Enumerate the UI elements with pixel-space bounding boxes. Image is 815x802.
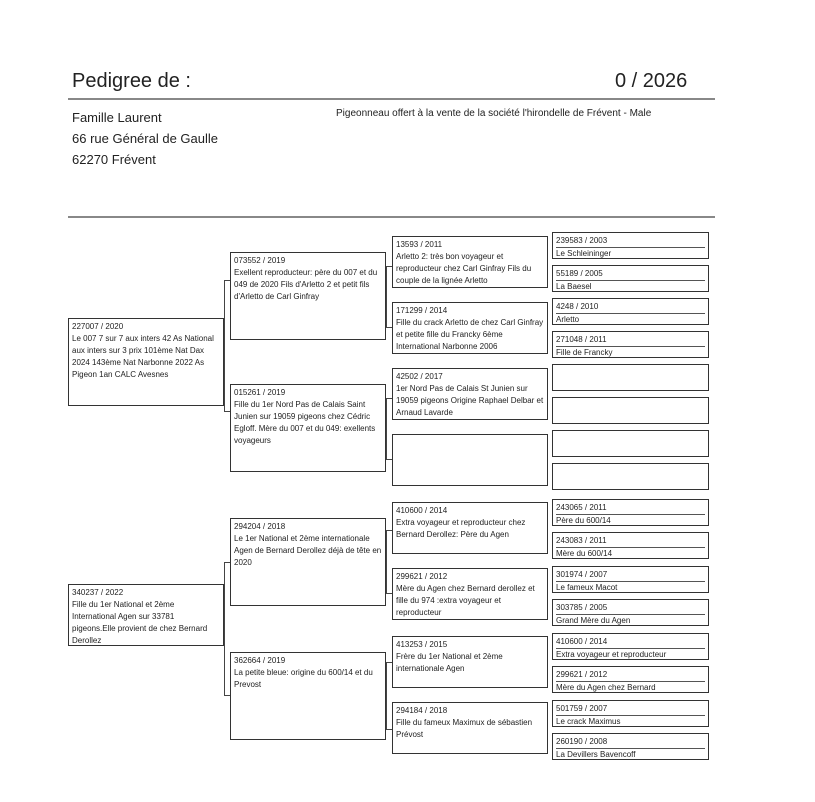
description: Mère du Agen chez Bernard derollez et fille du 974 :extra voyageur et reproducteur (396, 584, 535, 617)
pedigree-g4-3 (552, 298, 709, 325)
page-title: Pedigree de : (72, 70, 191, 92)
ring: 243083 / 2011 (556, 535, 705, 548)
pedigree-g4-8 (552, 463, 709, 490)
pedigree-g4-14 (552, 666, 709, 693)
sale-note: Pigeonneau offert à la vente de la société l'hirondelle de Frévent - Male (336, 108, 652, 119)
ring: 294204 / 2018 (234, 522, 286, 531)
description: Arletto (556, 315, 580, 324)
owner-address (72, 107, 218, 170)
ring: 243065 / 2011 (556, 502, 705, 515)
description: Mère du Agen chez Bernard (556, 683, 656, 692)
description: Fille du 1er Nord Pas de Calais Saint Junien sur 19059 pigeons chez Cédric Egloff. Mère du 007 et du 049: exellents voyageurs (234, 400, 376, 445)
description: Grand Mère du Agen (556, 616, 631, 625)
pedigree-g4-4 (552, 331, 709, 358)
description: Le 007 7 sur 7 aux inters 42 As National aux inters sur 3 prix 101ème Nat Dax 2024 143ème Nat Narbonne 2022 As Pigeon 1an CALC Avesnes (72, 334, 214, 379)
description: Père du 600/14 (556, 516, 611, 525)
pedigree-mmm (392, 702, 548, 754)
ring: 340237 / 2022 (72, 588, 124, 597)
pedigree-g4-10 (552, 532, 709, 559)
ring: 55189 / 2005 (556, 268, 705, 281)
ring: 299621 / 2012 (396, 572, 448, 581)
description: Arletto 2: très bon voyageur et reproducteur chez Carl Ginfray Fils du couple de la lignée Arletto (396, 252, 532, 285)
pedigree-mfm (392, 568, 548, 620)
ring: 260190 / 2008 (556, 736, 705, 749)
pedigree-fff (392, 236, 548, 288)
pedigree-g4-2 (552, 265, 709, 292)
ring: 13593 / 2011 (396, 240, 443, 249)
pedigree-g4-12 (552, 599, 709, 626)
ring: 413253 / 2015 (396, 640, 448, 649)
description: La petite bleue: origine du 600/14 et du Prevost (234, 668, 373, 689)
pedigree-fmf (392, 368, 548, 420)
description: Extra voyageur et reproducteur (556, 650, 667, 659)
ring: 410600 / 2014 (556, 636, 705, 649)
owner-name: Famille Laurent (72, 110, 162, 125)
pedigree-g4-11 (552, 566, 709, 593)
ring: 410600 / 2014 (396, 506, 448, 515)
description: Fille du crack Arletto de chez Carl Ginfray et petite fille du Francky 6ème International Narbonne 2006 (396, 318, 544, 351)
ring: 015261 / 2019 (234, 388, 286, 397)
description: Le Schleininger (556, 249, 612, 258)
owner-city: 62270 Frévent (72, 152, 156, 167)
pedigree-fmm (392, 434, 548, 486)
description: 1er Nord Pas de Calais St Junien sur 19059 pigeons Origine Raphael Delbar et Arnaud Lavarde (396, 384, 544, 417)
pedigree-g4-15 (552, 700, 709, 727)
description: Extra voyageur et reproducteur chez Bernard Derollez: Père du Agen (396, 518, 526, 539)
pedigree-father (68, 318, 224, 406)
ring: 073552 / 2019 (234, 256, 286, 265)
description: La Devillers Bavencoff (556, 750, 636, 759)
owner-street: 66 rue Général de Gaulle (72, 131, 218, 146)
description: Exellent reproducteur: père du 007 et du 049 de 2020 Fils d'Arletto 2 et petit fils d'Arletto de Carl Ginfray (234, 268, 378, 301)
pedigree-ffm (392, 302, 548, 354)
ring: 4248 / 2010 (556, 301, 705, 314)
pedigree-g4-6 (552, 397, 709, 424)
pedigree-g4-1 (552, 232, 709, 259)
ring: 294184 / 2018 (396, 706, 448, 715)
pedigree-mm (230, 652, 386, 740)
pedigree-g4-13 (552, 633, 709, 660)
description: Fille de Francky (556, 348, 613, 357)
ring: 271048 / 2011 (556, 334, 705, 347)
ring: 301974 / 2007 (556, 569, 705, 582)
pedigree-g4-7 (552, 430, 709, 457)
description: Fille du 1er National et 2ème International Agen sur 33781 pigeons.Elle provient de chez Bernard Derollez (72, 600, 208, 645)
pedigree-g4-16 (552, 733, 709, 760)
pedigree-mff (392, 502, 548, 554)
pedigree-mmf (392, 636, 548, 688)
ring: 303785 / 2005 (556, 602, 705, 615)
description: Le fameux Macot (556, 583, 618, 592)
section-divider (68, 216, 715, 218)
ring: 42502 / 2017 (396, 372, 443, 381)
pedigree-mother (68, 584, 224, 646)
pedigree-fm (230, 384, 386, 472)
ring: 299621 / 2012 (556, 669, 705, 682)
ring: 362664 / 2019 (234, 656, 286, 665)
description: Mère du 600/14 (556, 549, 613, 558)
pedigree-mf (230, 518, 386, 606)
description: Fille du fameux Maximux de sébastien Prévost (396, 718, 533, 739)
ring: 227007 / 2020 (72, 322, 124, 331)
ring: 171299 / 2014 (396, 306, 448, 315)
description: Le crack Maximus (556, 717, 621, 726)
pedigree-g4-5 (552, 364, 709, 391)
description: Frère du 1er National et 2ème internationale Agen (396, 652, 503, 673)
ring: 501759 / 2007 (556, 703, 705, 716)
pedigree-ff (230, 252, 386, 340)
description: Le 1er National et 2ème internationale Agen de Bernard Derollez déjà de tête en 2020 (234, 534, 382, 567)
header-divider (68, 98, 715, 100)
ring: 239583 / 2003 (556, 235, 705, 248)
ring-number: 0 / 2026 (615, 70, 688, 92)
description: La Baesel (556, 282, 592, 291)
pedigree-g4-9 (552, 499, 709, 526)
